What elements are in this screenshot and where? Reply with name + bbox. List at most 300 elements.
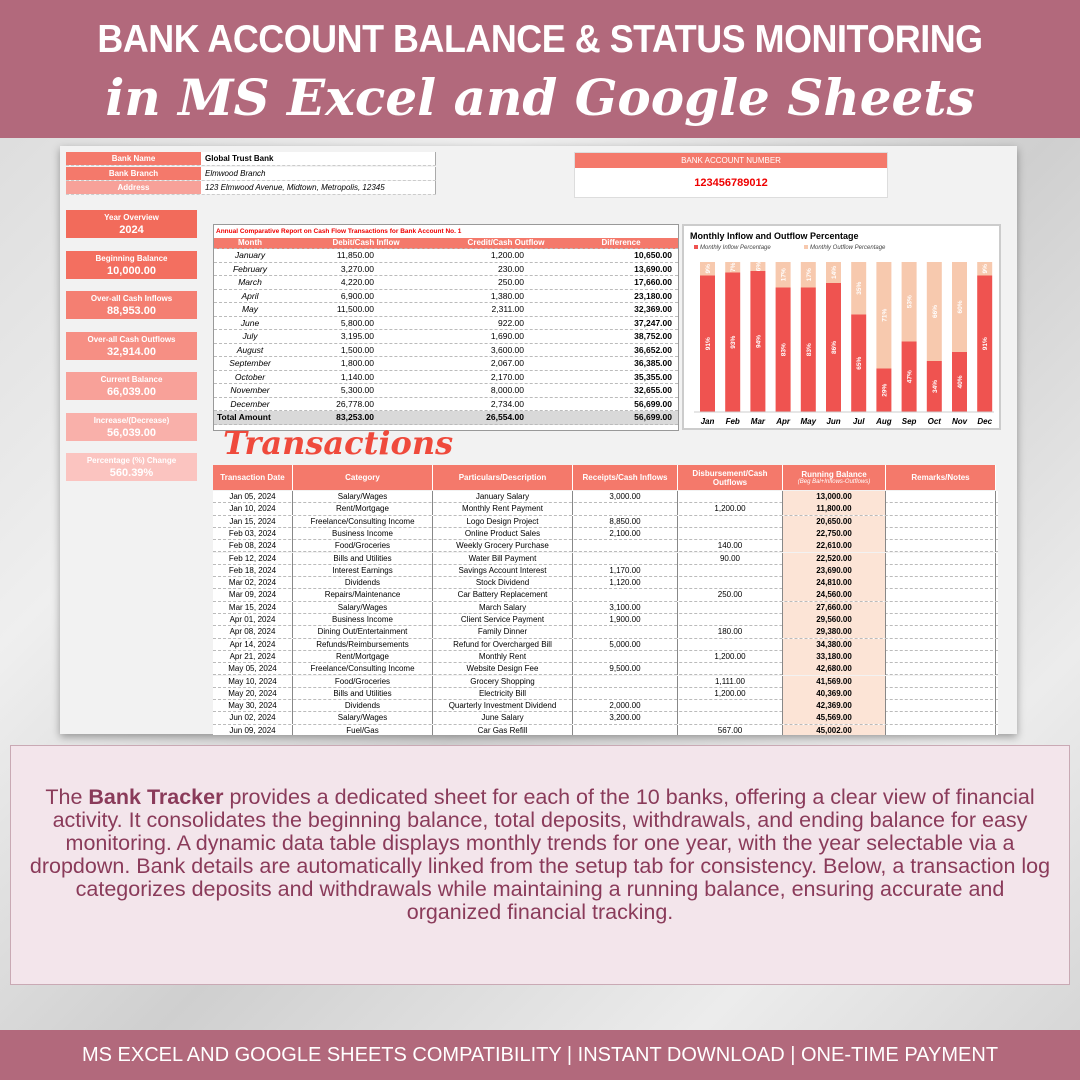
transaction-cell[interactable]: 1,120.00: [573, 577, 678, 589]
monthly-cell: 37,247.00: [634, 317, 672, 328]
transaction-row[interactable]: [213, 602, 998, 614]
remarks-cell[interactable]: [886, 602, 996, 614]
transaction-cell[interactable]: 29,380.00: [783, 626, 886, 638]
monthly-cell: Total Amount: [217, 412, 271, 422]
transaction-row[interactable]: [213, 676, 998, 688]
transaction-cell[interactable]: [678, 712, 783, 724]
header-banner: [0, 0, 1080, 138]
monthly-cell: 922.00: [498, 317, 524, 328]
transaction-cell[interactable]: Feb 18, 2024: [213, 565, 293, 577]
transaction-cell[interactable]: [678, 602, 783, 614]
remarks-cell[interactable]: [886, 725, 996, 735]
monthly-row: [214, 290, 678, 304]
transaction-cell[interactable]: Salary/Wages: [293, 491, 433, 503]
monthly-cell: July: [242, 331, 258, 341]
remarks-cell[interactable]: [886, 626, 996, 638]
transactions-header-cell: [213, 465, 293, 490]
remarks-cell[interactable]: [886, 614, 996, 626]
description-bold: Bank Tracker: [88, 785, 224, 809]
chart-canvas: [684, 226, 999, 428]
transaction-cell[interactable]: Grocery Shopping: [433, 676, 573, 688]
transaction-cell[interactable]: Monthly Rent: [433, 651, 573, 663]
monthly-cell: 1,200.00: [490, 250, 524, 260]
transaction-cell[interactable]: 11,800.00: [783, 503, 886, 515]
remarks-cell[interactable]: [886, 589, 996, 601]
transaction-cell[interactable]: 22,520.00: [783, 553, 886, 565]
legend-swatch: [804, 245, 808, 249]
account-number[interactable]: 123456789012: [694, 177, 768, 189]
transaction-cell[interactable]: Feb 12, 2024: [213, 553, 293, 565]
outflow-data-label: 14%: [831, 265, 838, 280]
transaction-row[interactable]: [213, 639, 998, 651]
transaction-cell[interactable]: Fuel/Gas: [293, 725, 433, 735]
transaction-cell[interactable]: Apr 14, 2024: [213, 639, 293, 651]
monthly-table: [213, 224, 679, 431]
monthly-row: [214, 371, 678, 385]
outflow-data-label: 7%: [730, 262, 738, 272]
monthly-cell: 2,067.00: [490, 358, 524, 368]
transaction-cell[interactable]: 567.00: [678, 725, 783, 735]
kpi-value[interactable]: 2024: [119, 224, 144, 236]
transaction-cell[interactable]: [573, 725, 678, 735]
transaction-cell[interactable]: Client Service Payment: [433, 614, 573, 626]
transaction-cell[interactable]: Savings Account Interest: [433, 565, 573, 577]
transaction-cell[interactable]: Electricity Bill: [433, 688, 573, 700]
transaction-row[interactable]: [213, 725, 998, 735]
spreadsheet: [60, 146, 1017, 734]
transaction-cell[interactable]: Food/Groceries: [293, 676, 433, 688]
transaction-cell[interactable]: [678, 577, 783, 589]
inflow-data-label: 29%: [881, 383, 889, 397]
transaction-cell[interactable]: [573, 589, 678, 601]
monthly-cell: June: [240, 317, 260, 328]
outflow-data-label: 6%: [755, 261, 763, 272]
outflow-data-label: 71%: [881, 308, 889, 322]
account-number-box: [574, 152, 888, 198]
transaction-cell[interactable]: 22,750.00: [783, 528, 886, 540]
monthly-cell: 6,900.00: [340, 290, 374, 301]
transaction-cell[interactable]: 23,690.00: [783, 565, 886, 577]
outflow-data-label: 17%: [780, 268, 788, 282]
kpi-value: 10,000.00: [107, 264, 156, 277]
transaction-cell[interactable]: 20,650.00: [783, 516, 886, 528]
transaction-row[interactable]: [213, 553, 998, 565]
transaction-cell[interactable]: 1,900.00: [573, 614, 678, 626]
transaction-cell[interactable]: [678, 700, 783, 712]
bank-info-value[interactable]: Global Trust Bank: [201, 152, 436, 165]
inflow-data-label: 83%: [780, 343, 788, 357]
transaction-cell[interactable]: Quarterly Investment Dividend: [433, 700, 573, 712]
transaction-cell[interactable]: 27,660.00: [783, 602, 886, 614]
transaction-cell[interactable]: 13,000.00: [783, 491, 886, 503]
transaction-cell[interactable]: 24,810.00: [783, 577, 886, 589]
transaction-cell[interactable]: May 05, 2024: [213, 663, 293, 675]
bank-info-row: [66, 167, 436, 181]
transaction-cell[interactable]: Jun 02, 2024: [213, 712, 293, 724]
kpi-card: [66, 210, 197, 238]
monthly-cell: 56,699.00: [634, 412, 672, 422]
transaction-cell[interactable]: 90.00: [678, 553, 783, 565]
transaction-cell[interactable]: [678, 639, 783, 651]
transaction-cell[interactable]: Jan 10, 2024: [213, 503, 293, 515]
transaction-row[interactable]: [213, 614, 998, 626]
transactions-header-cell: [433, 465, 573, 490]
transaction-row[interactable]: [213, 589, 998, 601]
transaction-cell[interactable]: May 20, 2024: [213, 688, 293, 700]
transaction-cell[interactable]: [678, 663, 783, 675]
x-tick-label: Jan: [700, 417, 715, 426]
transaction-cell[interactable]: Mar 02, 2024: [213, 577, 293, 589]
monthly-cell: 56,699.00: [634, 398, 672, 409]
kpi-card: [66, 372, 197, 400]
monthly-cell: 2,170.00: [490, 371, 524, 382]
transaction-cell[interactable]: 24,560.00: [783, 589, 886, 601]
x-tick-label: Sep: [901, 417, 917, 426]
monthly-cell: 3,600.00: [490, 344, 524, 355]
transaction-cell[interactable]: [573, 651, 678, 663]
outflow-data-label: 35%: [856, 281, 864, 295]
x-tick-label: Jun: [826, 417, 841, 426]
transaction-cell[interactable]: 8,850.00: [573, 516, 678, 528]
transaction-cell[interactable]: Refunds/Reimbursements: [293, 639, 433, 651]
transaction-cell[interactable]: 42,680.00: [783, 663, 886, 675]
kpi-label: Year Overview: [104, 213, 159, 222]
monthly-row: [214, 303, 678, 317]
kpi-card: [66, 251, 197, 279]
transaction-cell[interactable]: 1,200.00: [678, 651, 783, 663]
monthly-row: [214, 317, 678, 331]
transaction-row[interactable]: [213, 540, 998, 552]
remarks-cell[interactable]: [886, 491, 996, 503]
header-label: Category: [345, 473, 380, 482]
transaction-cell[interactable]: 2,100.00: [573, 528, 678, 540]
monthly-cell: November: [230, 385, 270, 395]
transaction-cell[interactable]: March Salary: [433, 602, 573, 614]
monthly-table-caption: Annual Comparative Report on Cash Flow Transactions for Bank Account No. 1: [216, 228, 462, 235]
monthly-total-row: [214, 411, 678, 425]
transaction-cell[interactable]: [678, 528, 783, 540]
outflow-data-label: 17%: [805, 268, 813, 282]
transaction-cell[interactable]: Apr 08, 2024: [213, 626, 293, 638]
transaction-cell[interactable]: [573, 688, 678, 700]
kpi-value: 88,953.00: [107, 305, 156, 317]
transaction-cell[interactable]: 250.00: [678, 589, 783, 601]
transaction-cell[interactable]: 9,500.00: [573, 663, 678, 675]
transaction-row[interactable]: [213, 712, 998, 724]
remarks-cell[interactable]: [886, 700, 996, 712]
transaction-cell[interactable]: Dining Out/Entertainment: [293, 626, 433, 638]
transaction-cell[interactable]: Bills and Utilities: [293, 688, 433, 700]
kpi-card: [66, 332, 197, 360]
transaction-cell[interactable]: Interest Earnings: [293, 565, 433, 577]
monthly-row: [214, 263, 678, 277]
remarks-cell[interactable]: [886, 651, 996, 663]
transaction-row[interactable]: [213, 516, 998, 528]
transaction-row[interactable]: [213, 503, 998, 515]
transaction-cell[interactable]: [573, 553, 678, 565]
transaction-cell[interactable]: Dividends: [293, 577, 433, 589]
monthly-cell: 3,270.00: [340, 263, 374, 274]
remarks-cell[interactable]: [886, 712, 996, 724]
transaction-row[interactable]: [213, 651, 998, 663]
transaction-cell[interactable]: Salary/Wages: [293, 602, 433, 614]
transaction-cell[interactable]: Food/Groceries: [293, 540, 433, 552]
monthly-cell: 1,380.00: [490, 290, 524, 301]
monthly-header-cell: Difference: [601, 238, 641, 247]
transaction-cell[interactable]: Rent/Mortgage: [293, 503, 433, 515]
x-tick-label: Aug: [876, 417, 892, 426]
inflow-data-label: 34%: [931, 379, 939, 394]
transaction-row[interactable]: [213, 688, 998, 700]
transaction-cell[interactable]: 180.00: [678, 626, 783, 638]
transaction-cell[interactable]: Jun 09, 2024: [213, 725, 293, 735]
monthly-cell: 1,690.00: [490, 331, 524, 341]
monthly-cell: 26,554.00: [486, 412, 524, 422]
monthly-cell: September: [229, 358, 271, 368]
bank-info-row: [66, 181, 436, 195]
kpi-value: 560.39%: [109, 467, 154, 479]
legend-label: Monthly Outflow Percentage: [810, 245, 886, 251]
transaction-cell[interactable]: 3,100.00: [573, 602, 678, 614]
transaction-row[interactable]: [213, 577, 998, 589]
kpi-value: 32,914.00: [107, 345, 156, 358]
transaction-cell[interactable]: May 10, 2024: [213, 676, 293, 688]
transaction-cell[interactable]: Bills and Utilities: [293, 553, 433, 565]
monthly-cell: 2,311.00: [491, 304, 524, 314]
remarks-cell[interactable]: [886, 540, 996, 552]
transaction-cell[interactable]: 1,170.00: [573, 565, 678, 577]
transaction-cell[interactable]: June Salary: [433, 712, 573, 724]
monthly-cell: 32,369.00: [634, 304, 672, 314]
monthly-header-cell: Credit/Cash Outflow: [467, 238, 545, 247]
transaction-cell[interactable]: 1,200.00: [678, 688, 783, 700]
transaction-cell[interactable]: Apr 21, 2024: [213, 651, 293, 663]
inflow-data-label: 86%: [831, 340, 838, 355]
kpi-value: 56,039.00: [107, 426, 156, 439]
monthly-cell: 5,800.00: [340, 317, 374, 328]
monthly-cell: 3,195.00: [340, 331, 374, 341]
transaction-cell[interactable]: Jan 15, 2024: [213, 516, 293, 528]
monthly-cell: March: [238, 277, 262, 287]
transaction-cell[interactable]: Rent/Mortgage: [293, 651, 433, 663]
transaction-cell[interactable]: Repairs/Maintenance: [293, 589, 433, 601]
transaction-cell[interactable]: 1,200.00: [678, 503, 783, 515]
transaction-cell[interactable]: 5,000.00: [573, 639, 678, 651]
monthly-cell: 4,220.00: [340, 277, 374, 287]
transaction-cell[interactable]: Freelance/Consulting Income: [293, 516, 433, 528]
transaction-cell[interactable]: 41,569.00: [783, 676, 886, 688]
transaction-cell[interactable]: [678, 565, 783, 577]
monthly-cell: January: [234, 250, 266, 260]
transaction-row[interactable]: [213, 626, 998, 638]
transaction-cell[interactable]: [678, 516, 783, 528]
remarks-cell[interactable]: [886, 676, 996, 688]
transaction-cell[interactable]: [573, 503, 678, 515]
kpi-card: [66, 291, 197, 319]
transaction-cell[interactable]: 2,000.00: [573, 700, 678, 712]
transaction-row[interactable]: [213, 528, 998, 540]
monthly-cell: 26,778.00: [336, 398, 374, 409]
transaction-cell[interactable]: Mar 09, 2024: [213, 589, 293, 601]
kpi-label: Increase/(Decrease): [93, 415, 170, 425]
header-label: Disbursement/Cash Outflows: [692, 468, 768, 487]
remarks-cell[interactable]: [886, 516, 996, 528]
monthly-row: [214, 330, 678, 344]
transaction-cell[interactable]: Business Income: [293, 614, 433, 626]
transaction-cell[interactable]: Mar 15, 2024: [213, 602, 293, 614]
transaction-cell[interactable]: [573, 676, 678, 688]
monthly-header-cell: Month: [238, 238, 262, 247]
kpi-label: Over-all Cash Outflows: [87, 334, 176, 344]
transaction-cell[interactable]: Feb 03, 2024: [213, 528, 293, 540]
inflow-data-label: 65%: [856, 356, 864, 370]
transaction-cell[interactable]: Online Product Sales: [433, 528, 573, 540]
transaction-cell[interactable]: May 30, 2024: [213, 700, 293, 712]
legend-label: Monthly Inflow Percentage: [700, 245, 771, 251]
header-label: Particulars/Description: [458, 473, 547, 482]
transaction-cell[interactable]: [678, 491, 783, 503]
transactions-header-cell: [293, 465, 433, 490]
transaction-cell[interactable]: Business Income: [293, 528, 433, 540]
inflow-data-label: 91%: [982, 337, 990, 351]
transaction-cell[interactable]: 45,569.00: [783, 712, 886, 724]
transaction-cell[interactable]: 42,369.00: [783, 700, 886, 712]
monthly-cell: 230.00: [498, 263, 524, 274]
transaction-row[interactable]: [213, 491, 998, 503]
transactions-header-cell: [886, 465, 996, 490]
transaction-cell[interactable]: [678, 614, 783, 626]
transaction-cell[interactable]: 34,380.00: [783, 639, 886, 651]
transaction-cell[interactable]: Freelance/Consulting Income: [293, 663, 433, 675]
transaction-cell[interactable]: 45,002.00: [783, 725, 886, 735]
x-tick-label: Dec: [977, 417, 993, 426]
monthly-cell: 10,650.00: [634, 250, 672, 260]
transaction-cell[interactable]: Monthly Rent Payment: [433, 503, 573, 515]
x-tick-label: Nov: [951, 417, 968, 426]
kpi-card: [66, 453, 197, 481]
transaction-row[interactable]: [213, 700, 998, 712]
transaction-cell[interactable]: Stock Dividend: [433, 577, 573, 589]
monthly-cell: 13,690.00: [634, 263, 672, 274]
banner-title: BANK ACCOUNT BALANCE & STATUS MONITORING: [97, 18, 983, 61]
transaction-row[interactable]: [213, 565, 998, 577]
transaction-cell[interactable]: Logo Design Project: [433, 516, 573, 528]
inflow-data-label: 91%: [705, 337, 712, 351]
monthly-cell: 36,385.00: [634, 358, 672, 368]
transaction-cell[interactable]: Weekly Grocery Purchase: [433, 540, 573, 552]
transactions-header-cell: [783, 465, 886, 490]
outflow-data-label: 60%: [957, 300, 964, 314]
transactions-title: Transactions: [223, 424, 454, 462]
transaction-cell[interactable]: Feb 08, 2024: [213, 540, 293, 552]
transaction-cell[interactable]: Family Dinner: [433, 626, 573, 638]
monthly-cell: 250.00: [498, 277, 524, 287]
description-text-rest: provides a dedicated sheet for each of the 10 banks, offering a clear view of financial activity. It consolidates the beginning balance, total deposits, withdrawals, and ending balance for easy monitoring. A dynamic data table displays monthly trends for one year, with the year selectable via a dropdown. Bank details are automatically linked from the setup tab for consistency. Below, a transaction log categorizes deposits and withdrawals while maintaining a running balance, ensuring accurate and organized financial tracking.: [29, 785, 1051, 924]
transaction-row[interactable]: [213, 663, 998, 675]
transaction-cell[interactable]: Apr 01, 2024: [213, 614, 293, 626]
remarks-cell[interactable]: [886, 565, 996, 577]
monthly-header-row: [214, 238, 678, 249]
kpi-label: Over-all Cash Inflows: [90, 294, 173, 303]
monthly-cell: 2,734.00: [490, 398, 524, 409]
transaction-cell[interactable]: Dividends: [293, 700, 433, 712]
transaction-cell[interactable]: Salary/Wages: [293, 712, 433, 724]
bank-info-value[interactable]: 123 Elmwood Avenue, Midtown, Metropolis, 12345: [201, 181, 436, 194]
description-text: The: [45, 785, 89, 809]
inflow-data-label: 93%: [730, 335, 738, 349]
x-tick-label: Jul: [852, 417, 865, 426]
monthly-row: [214, 344, 678, 358]
bank-info-value[interactable]: Elmwood Branch: [201, 167, 436, 180]
remarks-cell[interactable]: [886, 528, 996, 540]
bank-info-label: Bank Name: [66, 152, 201, 165]
transaction-cell[interactable]: 29,560.00: [783, 614, 886, 626]
outflow-data-label: 9%: [982, 264, 990, 274]
account-number-label: BANK ACCOUNT NUMBER: [575, 153, 887, 168]
monthly-cell: 8,000.00: [490, 385, 524, 395]
transaction-cell[interactable]: 1,111.00: [678, 676, 783, 688]
transactions-header-cell: [573, 465, 678, 490]
monthly-cell: 23,180.00: [634, 290, 672, 301]
chart-title: Monthly Inflow and Outflow Percentage: [690, 231, 859, 241]
monthly-row: [214, 384, 678, 398]
header-label: Remarks/Notes: [911, 473, 970, 482]
transaction-cell[interactable]: 22,610.00: [783, 540, 886, 552]
x-tick-label: Apr: [776, 417, 790, 426]
remarks-cell[interactable]: [886, 553, 996, 565]
transaction-cell[interactable]: [573, 540, 678, 552]
monthly-cell: 1,140.00: [340, 371, 374, 382]
transaction-cell[interactable]: Refund for Overcharged Bill: [433, 639, 573, 651]
header-label: Running Balance: [801, 469, 867, 479]
transaction-cell[interactable]: 140.00: [678, 540, 783, 552]
monthly-cell: 1,500.00: [340, 344, 374, 355]
x-tick-label: Oct: [927, 417, 941, 426]
transaction-cell[interactable]: 3,000.00: [573, 491, 678, 503]
transaction-cell[interactable]: Car Battery Replacement: [433, 589, 573, 601]
transactions-table: [213, 465, 998, 735]
monthly-cell: 83,253.00: [336, 412, 374, 422]
bank-info-label: Address: [66, 181, 201, 194]
remarks-cell[interactable]: [886, 503, 996, 515]
remarks-cell[interactable]: [886, 639, 996, 651]
transaction-cell[interactable]: 33,180.00: [783, 651, 886, 663]
monthly-cell: 11,500.00: [336, 304, 374, 314]
footer-banner: MS EXCEL AND GOOGLE SHEETS COMPATIBILITY | INSTANT DOWNLOAD | ONE-TIME PAYMENT: [0, 1030, 1080, 1080]
transaction-cell[interactable]: Car Gas Refill: [433, 725, 573, 735]
transaction-cell[interactable]: Website Design Fee: [433, 663, 573, 675]
transaction-cell[interactable]: January Salary: [433, 491, 573, 503]
transaction-cell[interactable]: Jan 05, 2024: [213, 491, 293, 503]
transactions-header-cell: [678, 465, 783, 490]
remarks-cell[interactable]: [886, 577, 996, 589]
transaction-cell[interactable]: Water Bill Payment: [433, 553, 573, 565]
monthly-row: [214, 249, 678, 263]
x-tick-label: Feb: [725, 417, 740, 426]
monthly-cell: February: [232, 263, 267, 274]
x-tick-label: May: [800, 417, 817, 426]
monthly-cell: 5,300.00: [340, 385, 374, 395]
transaction-cell[interactable]: [573, 626, 678, 638]
remarks-cell[interactable]: [886, 663, 996, 675]
inflow-data-label: 83%: [805, 343, 813, 357]
monthly-header-cell: Debit/Cash Inflow: [332, 238, 400, 247]
transaction-cell[interactable]: 3,200.00: [573, 712, 678, 724]
bank-info-label: Bank Branch: [66, 167, 201, 180]
remarks-cell[interactable]: [886, 688, 996, 700]
transaction-cell[interactable]: 40,369.00: [783, 688, 886, 700]
outflow-data-label: 53%: [906, 295, 914, 309]
